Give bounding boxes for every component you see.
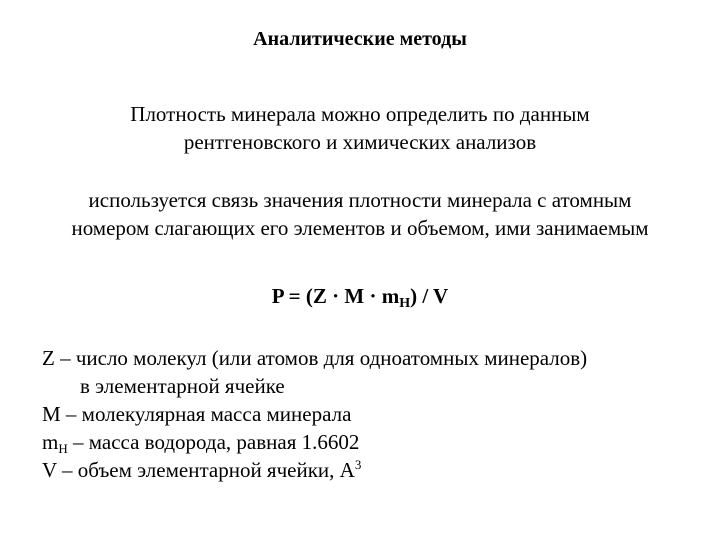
v-superscript: 3 xyxy=(354,457,362,472)
slide-title: Аналитические методы xyxy=(253,28,467,50)
intro-paragraph xyxy=(0,100,720,156)
v-text: V – объем элементарной ячейки, A xyxy=(42,458,355,482)
usage-line-2: номером слагающих его элементов и объемом, ими занимаемым xyxy=(71,216,649,240)
intro-line-2: рентгеновского и химических анализов xyxy=(183,130,537,154)
usage-paragraph xyxy=(0,186,720,242)
mh-subscript: H xyxy=(58,441,68,456)
formula-subscript: H xyxy=(399,296,411,311)
definitions-list xyxy=(42,344,702,484)
usage-line-1: используется связь значения плотности минерала с атомным xyxy=(88,188,632,212)
intro-line-1: Плотность минерала можно определить по данным xyxy=(130,102,590,126)
formula-tail: ) / V xyxy=(410,284,449,308)
formula-main: P = (Z · M · m xyxy=(271,284,400,308)
density-formula xyxy=(0,282,720,310)
mh-symbol: m xyxy=(42,430,59,454)
definition-z-continued: в элементарной ячейке xyxy=(80,374,285,398)
mh-text: – масса водорода, равная 1.6602 xyxy=(67,430,360,454)
definition-m: M – молекулярная масса минерала xyxy=(42,402,352,426)
definition-mh xyxy=(42,428,702,456)
definition-v xyxy=(42,456,702,484)
definition-z: Z – число молекул (или атомов для одноатомных минералов) xyxy=(42,346,588,370)
